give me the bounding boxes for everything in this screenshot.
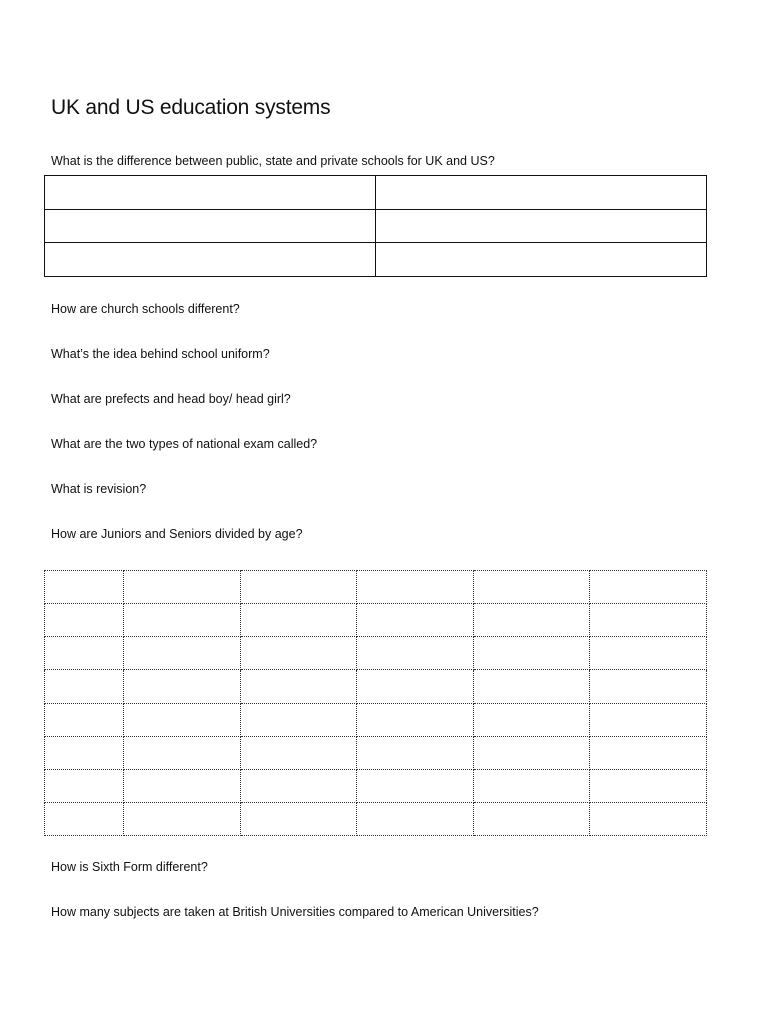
table-cell	[590, 571, 707, 604]
table-cell	[590, 769, 707, 802]
table-cell	[357, 703, 474, 736]
table-cell	[474, 769, 590, 802]
table-cell	[241, 571, 357, 604]
table-row	[45, 571, 707, 604]
table-row	[45, 243, 707, 277]
table-cell	[474, 670, 590, 703]
table-cell	[124, 703, 241, 736]
table-cell	[241, 637, 357, 670]
table-row	[45, 176, 707, 210]
table-cell	[241, 670, 357, 703]
table-cell	[590, 736, 707, 769]
question-school-types: What is the difference between public, state and private schools for UK and US?	[51, 154, 495, 168]
table-cell	[241, 769, 357, 802]
table-row	[45, 769, 707, 802]
table-cell	[124, 670, 241, 703]
table-cell	[357, 802, 474, 835]
question-school-uniform: What’s the idea behind school uniform?	[51, 347, 270, 361]
table-cell	[45, 802, 124, 835]
table-cell	[590, 703, 707, 736]
question-prefects: What are prefects and head boy/ head girl?	[51, 392, 291, 406]
table-cell	[590, 670, 707, 703]
table-cell	[357, 637, 474, 670]
table-cell	[590, 604, 707, 637]
table-cell	[357, 736, 474, 769]
table-row	[45, 703, 707, 736]
school-types-table	[44, 175, 707, 277]
table-cell	[45, 670, 124, 703]
table-cell	[357, 604, 474, 637]
table-cell	[376, 209, 707, 243]
question-university-subjects: How many subjects are taken at British Universities compared to American Universities?	[51, 905, 539, 919]
table-cell	[45, 209, 376, 243]
table-row	[45, 209, 707, 243]
table-cell	[241, 604, 357, 637]
table-cell	[45, 703, 124, 736]
table-cell	[474, 637, 590, 670]
page-title: UK and US education systems	[51, 96, 331, 119]
table-cell	[241, 703, 357, 736]
table-row	[45, 670, 707, 703]
table-cell	[45, 176, 376, 210]
table-cell	[474, 604, 590, 637]
table-row	[45, 736, 707, 769]
question-national-exams: What are the two types of national exam called?	[51, 437, 318, 451]
table-cell	[45, 243, 376, 277]
question-sixth-form: How is Sixth Form different?	[51, 860, 208, 874]
table-cell	[241, 802, 357, 835]
question-church-schools: How are church schools different?	[51, 302, 240, 316]
table-row	[45, 637, 707, 670]
table-cell	[474, 703, 590, 736]
table-cell	[45, 769, 124, 802]
table-cell	[241, 736, 357, 769]
table-cell	[357, 670, 474, 703]
question-revision: What is revision?	[51, 482, 147, 496]
table-cell	[45, 637, 124, 670]
table-cell	[45, 571, 124, 604]
table-cell	[124, 736, 241, 769]
age-division-table	[44, 570, 707, 836]
question-juniors-seniors: How are Juniors and Seniors divided by age?	[51, 527, 303, 541]
table-row	[45, 802, 707, 835]
table-row	[45, 604, 707, 637]
table-cell	[376, 243, 707, 277]
table-cell	[124, 802, 241, 835]
table-cell	[357, 571, 474, 604]
table-cell	[474, 802, 590, 835]
table-cell	[376, 176, 707, 210]
table-cell	[590, 637, 707, 670]
table-cell	[474, 736, 590, 769]
table-cell	[124, 637, 241, 670]
table-cell	[357, 769, 474, 802]
table-cell	[45, 736, 124, 769]
table-cell	[124, 604, 241, 637]
table-cell	[124, 769, 241, 802]
table-cell	[45, 604, 124, 637]
table-cell	[474, 571, 590, 604]
table-cell	[590, 802, 707, 835]
table-cell	[124, 571, 241, 604]
